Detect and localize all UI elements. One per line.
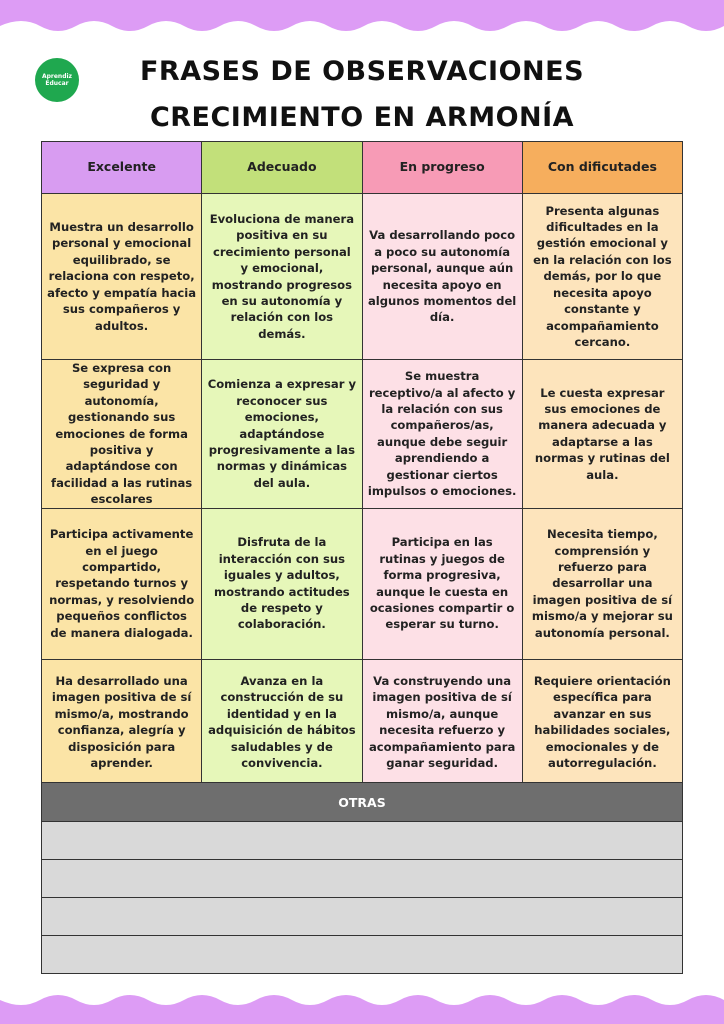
cell-en-progreso: Va construyendo una imagen positiva de sí mismo/a, aunque necesita refuerzo y acompañamiento para ganar seguridad. bbox=[362, 659, 522, 785]
cell-con-dificultades: Le cuesta expresar sus emociones de manera adecuada y adaptarse a las normas y rutinas del aula. bbox=[522, 360, 682, 509]
cell-adecuado: Evoluciona de manera positiva en su crecimiento personal y emocional, mostrando progresos en su autonomía y relación con los demás. bbox=[202, 194, 362, 360]
bottom-wave-decoration bbox=[0, 988, 724, 1024]
cell-adecuado: Avanza en la construcción de su identidad y en la adquisición de hábitos saludables y de convivencia. bbox=[202, 659, 362, 785]
header-row bbox=[42, 142, 683, 194]
otras-blank-cell bbox=[42, 936, 683, 974]
page-title-line-1: FRASES DE OBSERVACIONES bbox=[139, 56, 585, 87]
cell-con-dificultades: Necesita tiempo, comprensión y refuerzo para desarrollar una imagen positiva de sí mismo/a y mejorar su autonomía personal. bbox=[522, 508, 682, 659]
table-row bbox=[42, 659, 683, 785]
table-row bbox=[42, 194, 683, 360]
table-row bbox=[42, 360, 683, 509]
cell-en-progreso: Se muestra receptivo/a al afecto y la relación con sus compañeros/as, aunque debe seguir aprendiendo a gestionar ciertos impulsos o emociones. bbox=[362, 360, 522, 509]
cell-con-dificultades: Requiere orientación específica para avanzar en sus habilidades sociales, emocionales y de autorregulación. bbox=[522, 659, 682, 785]
header-en-progreso: En progreso bbox=[362, 142, 522, 194]
header-excelente: Excelente bbox=[42, 142, 202, 194]
otras-blank-cell bbox=[42, 898, 683, 936]
top-wave-decoration bbox=[0, 0, 724, 40]
header-con-dificultades: Con dificutades bbox=[522, 142, 682, 194]
otras-blank-row bbox=[42, 898, 683, 936]
cell-excelente: Participa activamente en el juego compartido, respetando turnos y normas, y resolviendo pequeños conflictos de manera dialogada. bbox=[42, 508, 202, 659]
otras-blank-row bbox=[42, 936, 683, 974]
cell-adecuado: Comienza a expresar y reconocer sus emociones, adaptándose progresivamente a las normas y dinámicas del aula. bbox=[202, 360, 362, 509]
cell-en-progreso: Participa en las rutinas y juegos de forma progresiva, aunque le cuesta en ocasiones compartir o esperar su turno. bbox=[362, 508, 522, 659]
cell-excelente: Ha desarrollado una imagen positiva de sí mismo/a, mostrando confianza, alegría y disposición para aprender. bbox=[42, 659, 202, 785]
otras-table bbox=[41, 782, 683, 974]
cell-en-progreso: Va desarrollando poco a poco su autonomía personal, aunque aún necesita apoyo en algunos momentos del día. bbox=[362, 194, 522, 360]
cell-adecuado: Disfruta de la interacción con sus iguales y adultos, mostrando actitudes de respeto y colaboración. bbox=[202, 508, 362, 659]
page-title-line-2: CRECIMIENTO EN ARMONÍA bbox=[149, 102, 575, 133]
otras-blank-row bbox=[42, 860, 683, 898]
otras-blank-cell bbox=[42, 822, 683, 860]
table-row bbox=[42, 508, 683, 659]
cell-con-dificultades: Presenta algunas dificultades en la gestión emocional y en la relación con los demás, por lo que necesita apoyo constante y acompañamiento cercano. bbox=[522, 194, 682, 360]
header-adecuado: Adecuado bbox=[202, 142, 362, 194]
otras-header: OTRAS bbox=[42, 783, 683, 822]
otras-blank-cell bbox=[42, 860, 683, 898]
cell-excelente: Se expresa con seguridad y autonomía, gestionando sus emociones de forma positiva y adaptándose con facilidad a las rutinas escolares bbox=[42, 360, 202, 509]
logo-line-1: Aprendiz bbox=[41, 73, 73, 80]
otras-header-row bbox=[42, 783, 683, 822]
observations-table bbox=[41, 141, 683, 786]
cell-excelente: Muestra un desarrollo personal y emocional equilibrado, se relaciona con respeto, afecto y empatía hacia sus compañeros y adultos. bbox=[42, 194, 202, 360]
logo-line-2: Educar bbox=[45, 80, 69, 87]
otras-blank-row bbox=[42, 822, 683, 860]
